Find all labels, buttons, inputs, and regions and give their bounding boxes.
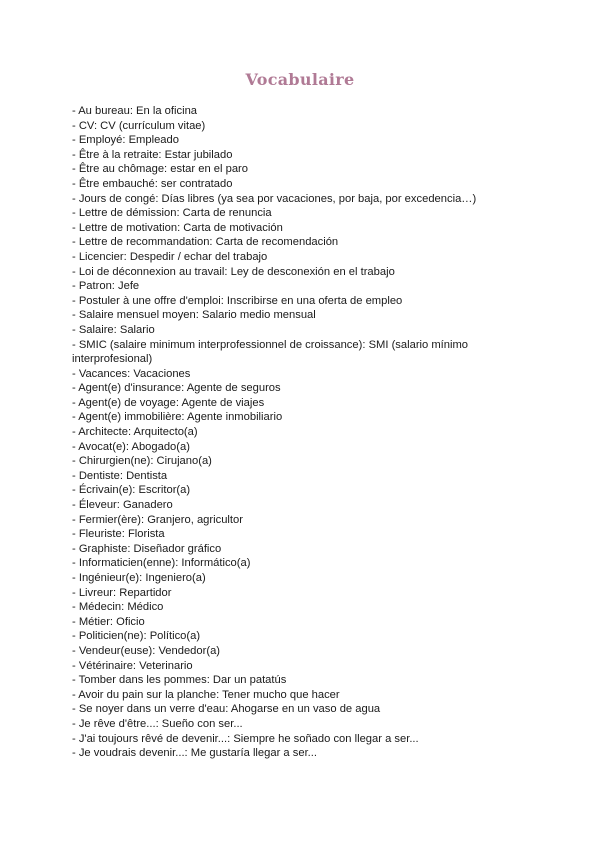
vocabulary-item: - Écrivain(e): Escritor(a) (72, 484, 191, 497)
vocabulary-item: - Métier: Oficio (72, 615, 145, 628)
vocabulary-item: - Politicien(ne): Político(a) (72, 630, 201, 643)
vocabulary-item: - Se noyer dans un verre d'eau: Ahogarse en un vaso de agua (72, 703, 381, 716)
vocabulary-item: - Postuler à une offre d'emploi: Inscribirse en una oferta de empleo (72, 294, 403, 307)
vocabulary-item: - Avoir du pain sur la planche: Tener mucho que hacer (72, 688, 340, 701)
vocabulary-item: - Loi de déconnexion au travail: Ley de desconexión en el trabajo (72, 265, 395, 278)
vocabulary-item: - Fleuriste: Florista (72, 528, 165, 541)
vocabulary-item: - Informaticien(enne): Informático(a) (72, 557, 251, 570)
vocabulary-item: - Être embauché: ser contratado (72, 177, 233, 190)
vocabulary-item: - Être à la retraite: Estar jubilado (72, 148, 233, 161)
vocabulary-item: - Jours de congé: Días libres (ya sea por vacaciones, por baja, por excedencia…) (72, 192, 477, 205)
vocabulary-item: - Employé: Empleado (72, 134, 179, 147)
vocabulary-item: - Salaire: Salario (72, 323, 155, 336)
vocabulary-item: - Dentiste: Dentista (72, 469, 168, 482)
vocabulary-item: - Licencier: Despedir / echar del trabajo (72, 250, 268, 263)
vocabulary-item: - Médecin: Médico (72, 601, 164, 614)
vocabulary-item: - Patron: Jefe (72, 280, 140, 293)
vocabulary-item: - Vacances: Vacaciones (72, 367, 191, 380)
vocabulary-item: - Je rêve d'être...: Sueño con ser... (72, 717, 243, 730)
vocabulary-item: - J'ai toujours rêvé de devenir...: Siempre he soñado con llegar a ser... (72, 732, 419, 745)
vocabulary-item: - Lettre de recommandation: Carta de recomendación (72, 236, 339, 249)
page-title: Vocabulaire (245, 70, 355, 89)
vocabulary-item: - Avocat(e): Abogado(a) (72, 440, 190, 453)
vocabulary-item: - Agent(e) de voyage: Agente de viajes (72, 396, 265, 409)
vocabulary-item: - Lettre de démission: Carta de renuncia (72, 207, 272, 220)
vocabulary-item: - Au bureau: En la oficina (72, 105, 198, 117)
vocabulary-item: - Éleveur: Ganadero (72, 499, 173, 512)
vocabulary-item: - Salaire mensuel moyen: Salario medio mensual (72, 309, 316, 322)
vocabulary-item: - Lettre de motivation: Carta de motivación (72, 221, 283, 234)
vocabulary-item: - Fermier(ère): Granjero, agricultor (72, 513, 243, 526)
vocabulary-item: - Agent(e) immobilière: Agente inmobiliario (72, 411, 283, 424)
vocabulary-item: - Vendeur(euse): Vendedor(a) (72, 644, 221, 657)
vocabulary-item: - Livreur: Repartidor (72, 586, 172, 599)
vocabulary-item: - Être au chômage: estar en el paro (72, 163, 248, 176)
vocabulary-item: - Ingénieur(e): Ingeniero(a) (72, 572, 206, 584)
vocabulary-item: - Agent(e) d'insurance: Agente de seguros (72, 382, 281, 395)
vocabulary-item: - SMIC (salaire minimum interprofessionnel de croissance): SMI (salario mínimo interprofesional) (72, 338, 469, 366)
vocabulary-item: - Graphiste: Diseñador gráfico (72, 542, 222, 555)
vocabulary-list (72, 104, 542, 761)
vocabulary-item: - Chirurgien(ne): Cirujano(a) (72, 455, 212, 468)
vocabulary-item: - Vétérinaire: Veterinario (72, 659, 193, 672)
vocabulary-item: - Tomber dans les pommes: Dar un patatús (72, 674, 287, 687)
vocabulary-item: - CV: CV (currículum vitae) (72, 119, 206, 132)
vocabulary-item: - Architecte: Arquitecto(a) (72, 426, 198, 439)
vocabulary-item: - Je voudrais devenir...: Me gustaría llegar a ser... (72, 747, 317, 760)
